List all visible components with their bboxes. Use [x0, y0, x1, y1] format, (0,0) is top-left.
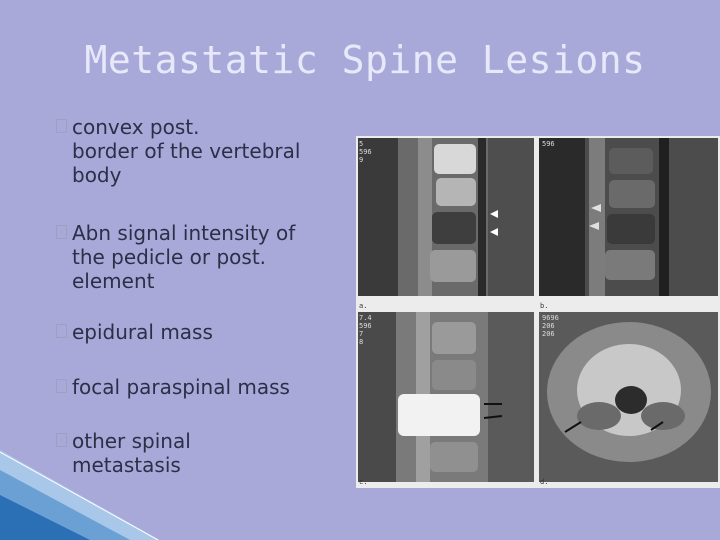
bullet-marker-icon — [56, 324, 67, 338]
mri-panel-c — [358, 312, 534, 482]
bullet-text: Abn signal intensity of the pedicle or post. element — [72, 221, 296, 293]
bullet-marker-icon — [56, 119, 67, 133]
scan-overlay-d: 9696 206 206 — [542, 314, 559, 338]
bullet-text: convex post. border of the vertebral body — [72, 115, 301, 187]
slide-title: Metastatic Spine Lesions — [84, 38, 646, 82]
mri-axial-image — [539, 312, 718, 482]
mri-sagittal-image — [539, 138, 718, 296]
mri-panel-a — [358, 138, 534, 296]
mri-figure — [356, 136, 720, 488]
bullet-marker-icon — [56, 433, 67, 447]
mri-sagittal-image — [358, 312, 534, 482]
panel-label-d: d. — [540, 478, 549, 486]
bullet-text: epidural mass — [72, 320, 213, 344]
mri-sagittal-image — [358, 138, 534, 296]
bullet-marker-icon — [56, 379, 67, 393]
mri-panel-d — [539, 312, 718, 482]
scan-overlay-c: 7.4 596 7 8 — [359, 314, 372, 346]
bullet-marker-icon — [56, 225, 67, 239]
mri-panel-b — [539, 138, 718, 296]
scan-overlay-a: 5 596 9 — [359, 140, 372, 164]
corner-decoration — [0, 450, 160, 540]
panel-label-c: c. — [359, 478, 368, 486]
panel-label-a: a. — [359, 302, 368, 310]
scan-overlay-b: 596 — [542, 140, 555, 148]
bullet-text: other spinal metastasis — [72, 429, 191, 477]
panel-label-b: b. — [540, 302, 549, 310]
bullet-text: focal paraspinal mass — [72, 375, 290, 399]
